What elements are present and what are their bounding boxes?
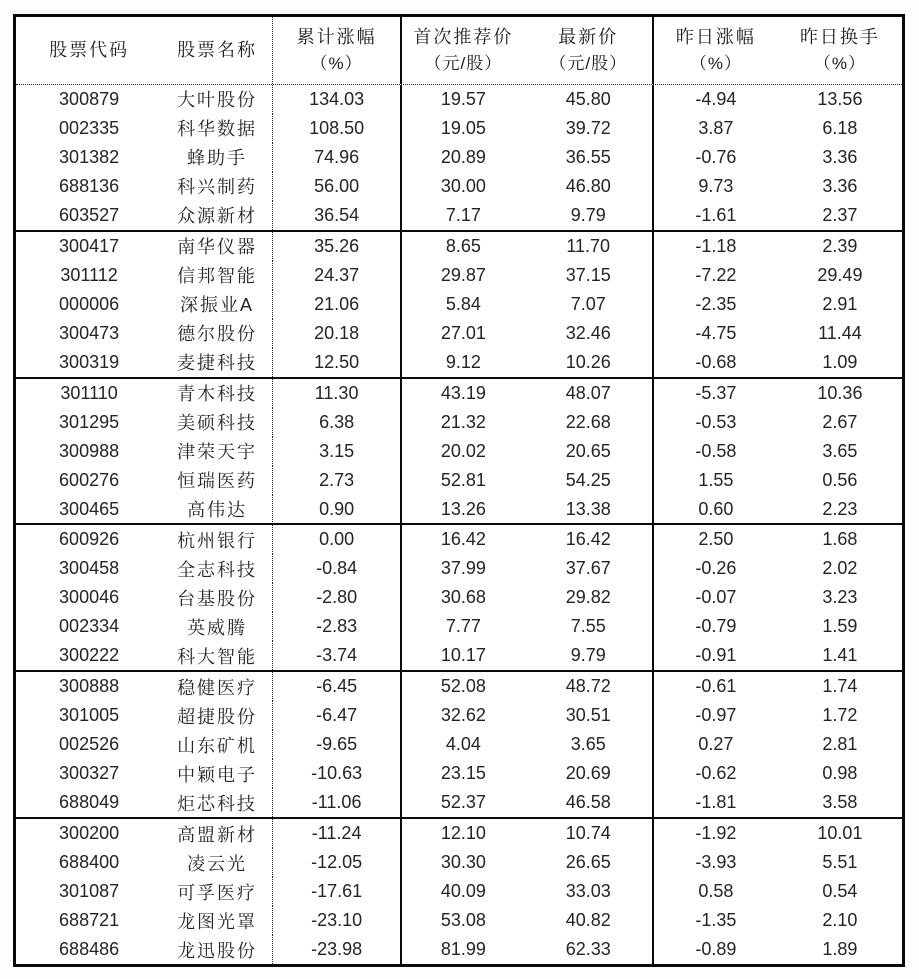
column-header-line1: 昨日换手 — [799, 27, 880, 48]
table-row-group — [16, 523, 902, 670]
cell-latest-price: 22.68 — [525, 408, 654, 437]
table-row — [16, 641, 902, 670]
cell-yesterday-turnover-pct: 0.98 — [822, 763, 858, 784]
cell-yesterday-change-pct: -0.91 — [695, 645, 737, 666]
cell-first-recommend-price: 52.37 — [440, 792, 486, 813]
cell-latest-price: 33.03 — [525, 877, 654, 906]
cell-first-recommend-price: 43.19 — [440, 382, 486, 403]
cell-stock-name: 山东矿机 — [162, 730, 273, 759]
cell-stock-code: 301087 — [59, 881, 120, 902]
cell-stock-name: 深振业A — [162, 290, 273, 319]
cell-stock-code: 300458 — [59, 558, 120, 579]
cell-cumulative-gain-pct: -23.10 — [273, 906, 402, 935]
cell-stock-code: 688486 — [59, 939, 120, 959]
cell-cumulative-gain-pct: -10.63 — [273, 759, 402, 788]
table-row — [16, 906, 902, 935]
cell-latest-price: 26.65 — [525, 848, 654, 877]
cell-cumulative-gain-pct: -12.05 — [273, 848, 402, 877]
cell-first-recommend-price: 12.10 — [440, 823, 486, 844]
cell-stock-name: 全志科技 — [162, 554, 273, 583]
cell-cumulative-gain-pct: 21.06 — [273, 290, 402, 319]
table-row — [16, 232, 902, 261]
column-header-line2: （%） — [310, 54, 363, 74]
column-header-line1: 股票代码 — [49, 40, 130, 60]
table-row — [16, 935, 902, 964]
table-row — [16, 525, 902, 554]
cell-stock-code: 600276 — [59, 469, 120, 490]
cell-yesterday-turnover-pct: 3.58 — [822, 792, 858, 813]
cell-yesterday-change-pct: -1.81 — [695, 792, 737, 813]
table-row — [16, 408, 902, 437]
cell-cumulative-gain-pct: -6.47 — [273, 701, 402, 730]
cell-stock-name: 青木科技 — [162, 379, 273, 408]
cell-yesterday-turnover-pct: 2.91 — [822, 293, 858, 314]
cell-first-recommend-price: 23.15 — [440, 763, 486, 784]
table-row-group — [16, 85, 902, 230]
cell-yesterday-turnover-pct: 2.23 — [822, 498, 858, 519]
cell-first-recommend-price: 13.26 — [440, 498, 486, 519]
table-row — [16, 788, 902, 817]
cell-first-recommend-price: 29.87 — [440, 264, 486, 285]
cell-yesterday-turnover-pct: 2.02 — [822, 558, 858, 579]
cell-stock-name: 龙图光罩 — [162, 906, 273, 935]
cell-first-recommend-price: 52.08 — [440, 676, 486, 697]
cell-yesterday-change-pct: -0.97 — [695, 705, 737, 726]
cell-stock-name: 信邦智能 — [162, 261, 273, 290]
column-header-stock-code — [16, 17, 162, 84]
cell-first-recommend-price: 7.17 — [445, 204, 481, 225]
cell-yesterday-turnover-pct: 0.56 — [822, 469, 858, 490]
table-row — [16, 319, 902, 348]
cell-yesterday-turnover-pct: 13.56 — [817, 88, 863, 109]
table-row — [16, 437, 902, 466]
cell-cumulative-gain-pct: 20.18 — [273, 319, 402, 348]
cell-cumulative-gain-pct: -17.61 — [273, 877, 402, 906]
cell-cumulative-gain-pct: 134.03 — [273, 85, 402, 114]
cell-first-recommend-price: 5.84 — [445, 293, 481, 314]
table-row — [16, 612, 902, 641]
cell-stock-name: 德尔股份 — [162, 319, 273, 348]
cell-latest-price: 48.07 — [525, 379, 654, 408]
cell-cumulative-gain-pct: 24.37 — [273, 261, 402, 290]
table-row — [16, 701, 902, 730]
column-header-cumulative-gain-pct — [273, 17, 402, 84]
cell-yesterday-change-pct: -0.89 — [695, 939, 737, 959]
table-row — [16, 172, 902, 201]
cell-stock-name: 南华仪器 — [162, 232, 273, 261]
cell-stock-code: 300988 — [59, 440, 120, 461]
cell-latest-price: 37.15 — [525, 261, 654, 290]
table-row — [16, 583, 902, 612]
cell-yesterday-change-pct: 9.73 — [698, 175, 734, 196]
cell-yesterday-change-pct: -0.76 — [695, 146, 737, 167]
column-header-line2: （元/股） — [424, 54, 503, 74]
cell-yesterday-turnover-pct: 2.10 — [822, 910, 858, 931]
cell-yesterday-turnover-pct: 1.41 — [822, 645, 858, 666]
table-header-row — [16, 17, 902, 85]
cell-latest-price: 20.69 — [525, 759, 654, 788]
cell-cumulative-gain-pct: 6.38 — [273, 408, 402, 437]
cell-stock-name: 凌云光 — [162, 848, 273, 877]
cell-first-recommend-price: 30.30 — [440, 852, 486, 873]
cell-stock-code: 002335 — [59, 117, 120, 138]
cell-first-recommend-price: 30.68 — [440, 587, 486, 608]
cell-latest-price: 11.70 — [525, 232, 654, 261]
cell-yesterday-turnover-pct: 2.81 — [822, 734, 858, 755]
column-header-line1: 股票名称 — [177, 40, 258, 60]
table-row — [16, 730, 902, 759]
table-row — [16, 877, 902, 906]
column-header-first-recommend-price — [402, 17, 524, 84]
cell-yesterday-turnover-pct: 10.36 — [817, 382, 863, 403]
cell-stock-code: 002526 — [59, 734, 120, 755]
cell-first-recommend-price: 8.65 — [445, 235, 481, 256]
cell-latest-price: 46.58 — [525, 788, 654, 817]
cell-stock-name: 台基股份 — [162, 583, 273, 612]
table-row-group — [16, 377, 902, 524]
cell-cumulative-gain-pct: -2.83 — [273, 612, 402, 641]
cell-stock-name: 高伟达 — [162, 495, 273, 524]
cell-cumulative-gain-pct: -9.65 — [273, 730, 402, 759]
cell-latest-price: 30.51 — [525, 701, 654, 730]
cell-stock-code: 600926 — [59, 529, 120, 550]
cell-stock-name: 科华数据 — [162, 114, 273, 143]
column-header-yesterday-turnover-pct — [778, 17, 902, 84]
cell-latest-price: 29.82 — [525, 583, 654, 612]
table-row-group — [16, 230, 902, 377]
cell-latest-price: 16.42 — [525, 525, 654, 554]
cell-latest-price: 9.79 — [525, 201, 654, 230]
table-row — [16, 201, 902, 230]
cell-latest-price: 20.65 — [525, 437, 654, 466]
cell-cumulative-gain-pct: -6.45 — [273, 672, 402, 701]
cell-yesterday-turnover-pct: 2.39 — [822, 235, 858, 256]
cell-cumulative-gain-pct: 11.30 — [273, 379, 402, 408]
cell-stock-name: 高盟新材 — [162, 819, 273, 848]
cell-yesterday-change-pct: -1.92 — [695, 823, 737, 844]
cell-cumulative-gain-pct: -23.98 — [273, 935, 402, 964]
table-row — [16, 85, 902, 114]
cell-first-recommend-price: 20.89 — [440, 146, 486, 167]
cell-yesterday-change-pct: -0.53 — [695, 411, 737, 432]
cell-yesterday-change-pct: -0.58 — [695, 440, 737, 461]
cell-cumulative-gain-pct: 56.00 — [273, 172, 402, 201]
cell-yesterday-turnover-pct: 1.89 — [822, 939, 858, 959]
column-header-line2: （%） — [689, 54, 742, 74]
cell-yesterday-change-pct: -0.26 — [695, 558, 737, 579]
table-row — [16, 759, 902, 788]
cell-yesterday-turnover-pct: 10.01 — [817, 823, 863, 844]
cell-latest-price: 9.79 — [525, 641, 654, 670]
cell-yesterday-turnover-pct: 3.23 — [822, 587, 858, 608]
cell-yesterday-change-pct: -0.62 — [695, 763, 737, 784]
cell-yesterday-change-pct: -1.61 — [695, 204, 737, 225]
cell-first-recommend-price: 19.57 — [440, 88, 486, 109]
cell-first-recommend-price: 7.77 — [445, 616, 481, 637]
column-header-yesterday-change-pct — [654, 17, 778, 84]
cell-stock-code: 300473 — [59, 322, 120, 343]
cell-stock-code: 300888 — [59, 676, 120, 697]
cell-latest-price: 62.33 — [525, 935, 654, 964]
cell-cumulative-gain-pct: -11.24 — [273, 819, 402, 848]
cell-yesterday-change-pct: -5.37 — [695, 382, 737, 403]
column-header-line2: （%） — [813, 54, 866, 74]
cell-cumulative-gain-pct: -2.80 — [273, 583, 402, 612]
table-row — [16, 143, 902, 172]
cell-stock-code: 603527 — [59, 204, 120, 225]
cell-stock-name: 美硕科技 — [162, 408, 273, 437]
table-row-group — [16, 817, 902, 964]
table-row — [16, 495, 902, 524]
column-header-line1: 累计涨幅 — [296, 27, 377, 48]
cell-latest-price: 7.55 — [525, 612, 654, 641]
cell-yesterday-turnover-pct: 6.18 — [822, 117, 858, 138]
cell-stock-code: 300222 — [59, 645, 120, 666]
table-row — [16, 466, 902, 495]
cell-stock-code: 300046 — [59, 587, 120, 608]
cell-yesterday-turnover-pct: 3.36 — [822, 146, 858, 167]
cell-first-recommend-price: 32.62 — [440, 705, 486, 726]
cell-latest-price: 32.46 — [525, 319, 654, 348]
cell-yesterday-turnover-pct: 1.68 — [822, 529, 858, 550]
cell-stock-code: 688721 — [59, 910, 120, 931]
cell-yesterday-change-pct: 1.55 — [698, 469, 734, 490]
cell-latest-price: 54.25 — [525, 466, 654, 495]
cell-stock-code: 301110 — [60, 382, 118, 403]
cell-stock-name: 恒瑞医药 — [162, 466, 273, 495]
cell-stock-name: 超捷股份 — [162, 701, 273, 730]
column-header-line1: 首次推荐价 — [413, 27, 514, 48]
cell-latest-price: 10.26 — [525, 348, 654, 377]
cell-yesterday-turnover-pct: 1.74 — [822, 676, 858, 697]
cell-cumulative-gain-pct: -3.74 — [273, 641, 402, 670]
cell-first-recommend-price: 21.32 — [440, 411, 486, 432]
column-header-stock-name — [162, 17, 273, 84]
column-header-line1: 最新价 — [558, 27, 619, 48]
cell-first-recommend-price: 30.00 — [440, 175, 486, 196]
cell-stock-code: 301382 — [59, 146, 120, 167]
table-body — [16, 85, 902, 964]
table-row — [16, 554, 902, 583]
table-row — [16, 290, 902, 319]
cell-stock-name: 杭州银行 — [162, 525, 273, 554]
cell-stock-name: 可孚医疗 — [162, 877, 273, 906]
cell-stock-code: 688400 — [59, 852, 120, 873]
cell-yesterday-change-pct: -3.93 — [695, 852, 737, 873]
cell-cumulative-gain-pct: 0.00 — [273, 525, 402, 554]
cell-yesterday-turnover-pct: 5.51 — [822, 852, 858, 873]
cell-stock-name: 中颖电子 — [162, 759, 273, 788]
table-row — [16, 348, 902, 377]
cell-yesterday-turnover-pct: 1.09 — [822, 351, 858, 372]
cell-yesterday-change-pct: -0.68 — [695, 351, 737, 372]
cell-stock-code: 002334 — [59, 616, 120, 637]
cell-cumulative-gain-pct: 0.90 — [273, 495, 402, 524]
cell-stock-code: 301005 — [59, 705, 120, 726]
cell-stock-name: 科兴制药 — [162, 172, 273, 201]
cell-stock-name: 大叶股份 — [162, 85, 273, 114]
cell-stock-code: 300200 — [59, 823, 120, 844]
cell-first-recommend-price: 16.42 — [440, 529, 486, 550]
cell-yesterday-change-pct: 0.27 — [698, 734, 734, 755]
cell-stock-name: 众源新材 — [162, 201, 273, 230]
cell-stock-code: 688136 — [59, 175, 120, 196]
cell-latest-price: 13.38 — [525, 495, 654, 524]
table-row — [16, 379, 902, 408]
cell-yesterday-change-pct: -0.61 — [695, 676, 737, 697]
table-row — [16, 848, 902, 877]
cell-stock-name: 科大智能 — [162, 641, 273, 670]
cell-cumulative-gain-pct: -0.84 — [273, 554, 402, 583]
cell-yesterday-change-pct: -1.35 — [695, 910, 737, 931]
stock-performance-table — [13, 14, 905, 967]
cell-first-recommend-price: 27.01 — [440, 322, 486, 343]
cell-cumulative-gain-pct: -11.06 — [273, 788, 402, 817]
cell-yesterday-change-pct: 2.50 — [698, 529, 734, 550]
cell-first-recommend-price: 9.12 — [445, 351, 481, 372]
cell-yesterday-turnover-pct: 1.72 — [822, 705, 858, 726]
cell-stock-name: 英威腾 — [162, 612, 273, 641]
cell-yesterday-turnover-pct: 1.59 — [822, 616, 858, 637]
cell-yesterday-change-pct: 0.60 — [698, 498, 734, 519]
cell-first-recommend-price: 19.05 — [440, 117, 486, 138]
cell-stock-name: 津荣天宇 — [162, 437, 273, 466]
table-row — [16, 672, 902, 701]
table-row-group — [16, 670, 902, 817]
cell-latest-price: 40.82 — [525, 906, 654, 935]
cell-yesterday-turnover-pct: 3.36 — [822, 175, 858, 196]
column-header-latest-price — [525, 17, 654, 84]
cell-stock-name: 稳健医疗 — [162, 672, 273, 701]
cell-stock-name: 龙迅股份 — [162, 935, 273, 964]
cell-first-recommend-price: 10.17 — [440, 645, 486, 666]
cell-stock-code: 300417 — [59, 235, 120, 256]
cell-stock-code: 301295 — [59, 411, 120, 432]
cell-latest-price: 3.65 — [525, 730, 654, 759]
cell-cumulative-gain-pct: 2.73 — [273, 466, 402, 495]
cell-latest-price: 36.55 — [525, 143, 654, 172]
cell-yesterday-change-pct: -4.75 — [695, 322, 737, 343]
cell-first-recommend-price: 53.08 — [440, 910, 486, 931]
cell-first-recommend-price: 40.09 — [440, 881, 486, 902]
cell-cumulative-gain-pct: 35.26 — [273, 232, 402, 261]
cell-first-recommend-price: 37.99 — [440, 558, 486, 579]
table-row — [16, 819, 902, 848]
cell-yesterday-turnover-pct: 11.44 — [818, 322, 862, 343]
cell-yesterday-turnover-pct: 0.54 — [822, 881, 858, 902]
column-header-line1: 昨日涨幅 — [675, 27, 756, 48]
cell-first-recommend-price: 52.81 — [440, 469, 486, 490]
cell-latest-price: 7.07 — [525, 290, 654, 319]
cell-yesterday-change-pct: -0.07 — [695, 587, 737, 608]
cell-yesterday-change-pct: -0.79 — [695, 616, 737, 637]
cell-cumulative-gain-pct: 74.96 — [273, 143, 402, 172]
cell-stock-code: 688049 — [59, 792, 120, 813]
cell-yesterday-change-pct: -2.35 — [695, 293, 737, 314]
cell-yesterday-turnover-pct: 2.37 — [822, 204, 858, 225]
cell-yesterday-change-pct: 0.58 — [698, 881, 734, 902]
cell-latest-price: 10.74 — [525, 819, 654, 848]
cell-latest-price: 45.80 — [525, 85, 654, 114]
cell-stock-name: 蜂助手 — [162, 143, 273, 172]
cell-yesterday-turnover-pct: 2.67 — [822, 411, 858, 432]
cell-stock-code: 301112 — [60, 264, 118, 285]
cell-stock-name: 麦捷科技 — [162, 348, 273, 377]
cell-yesterday-change-pct: -7.22 — [695, 264, 737, 285]
cell-latest-price: 46.80 — [525, 172, 654, 201]
cell-first-recommend-price: 20.02 — [440, 440, 486, 461]
table-row — [16, 261, 902, 290]
cell-latest-price: 39.72 — [525, 114, 654, 143]
cell-yesterday-turnover-pct: 3.65 — [822, 440, 858, 461]
cell-cumulative-gain-pct: 108.50 — [273, 114, 402, 143]
cell-cumulative-gain-pct: 12.50 — [273, 348, 402, 377]
cell-yesterday-change-pct: 3.87 — [698, 117, 734, 138]
cell-stock-code: 300319 — [59, 351, 120, 372]
cell-latest-price: 48.72 — [525, 672, 654, 701]
cell-yesterday-change-pct: -4.94 — [695, 88, 737, 109]
cell-cumulative-gain-pct: 36.54 — [273, 201, 402, 230]
cell-yesterday-change-pct: -1.18 — [695, 235, 737, 256]
cell-first-recommend-price: 81.99 — [440, 939, 486, 959]
table-row — [16, 114, 902, 143]
cell-stock-name: 炬芯科技 — [162, 788, 273, 817]
cell-yesterday-turnover-pct: 29.49 — [817, 264, 863, 285]
column-header-line2: （元/股） — [549, 54, 628, 74]
cell-stock-code: 300327 — [59, 763, 120, 784]
cell-latest-price: 37.67 — [525, 554, 654, 583]
cell-stock-code: 000006 — [59, 293, 120, 314]
cell-cumulative-gain-pct: 3.15 — [273, 437, 402, 466]
cell-first-recommend-price: 4.04 — [445, 734, 481, 755]
cell-stock-code: 300879 — [59, 88, 120, 109]
cell-stock-code: 300465 — [59, 498, 120, 519]
